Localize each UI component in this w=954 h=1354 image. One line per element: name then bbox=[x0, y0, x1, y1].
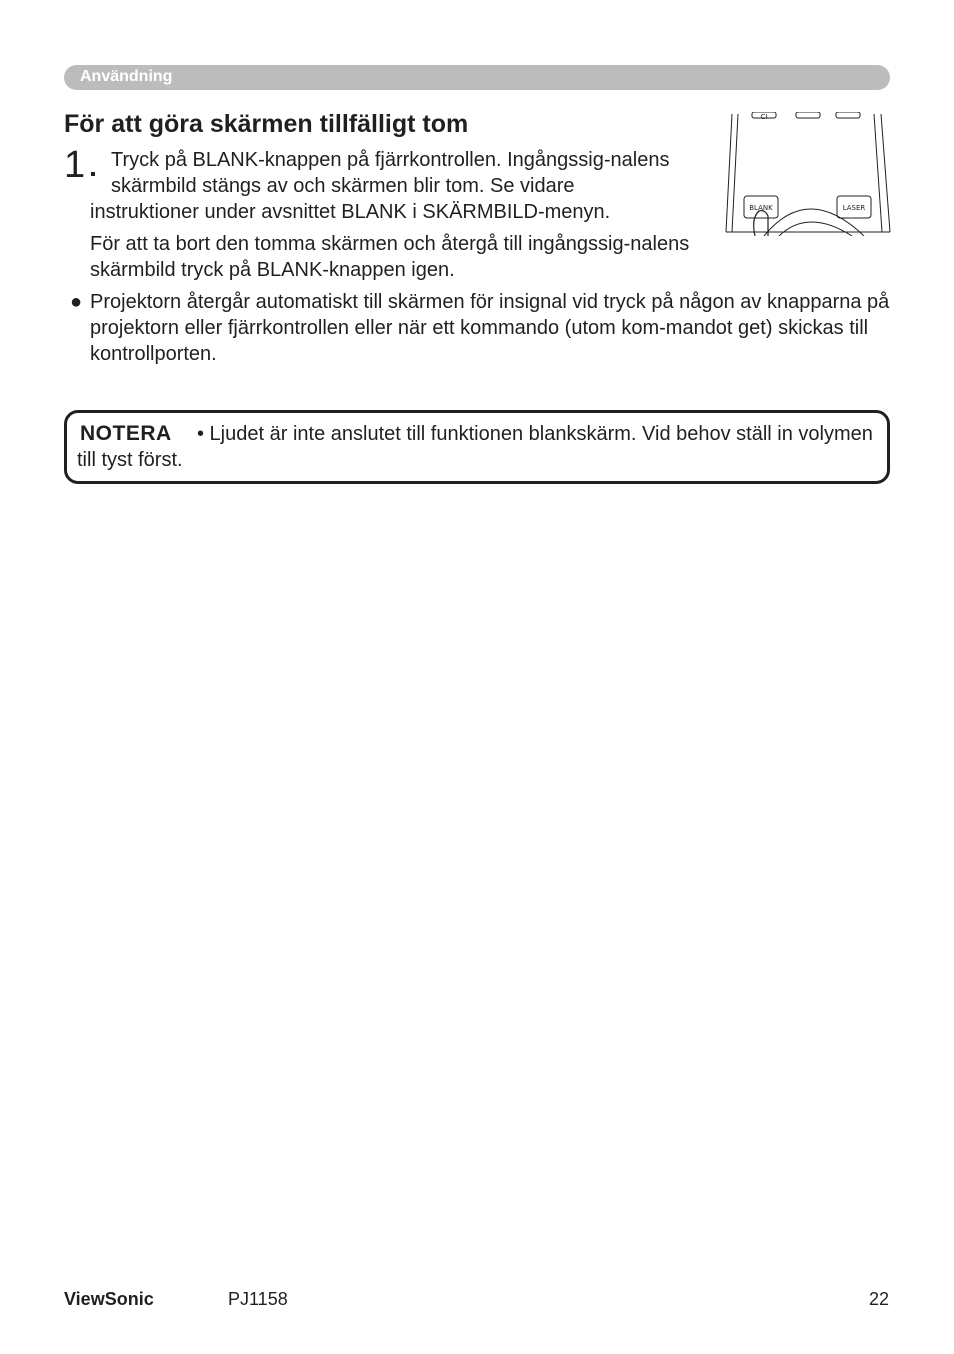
step-number: 1 bbox=[64, 144, 86, 186]
page-heading: För att göra skärmen tillfälligt tom bbox=[64, 110, 469, 138]
bullet-text: Projektorn återgår automatiskt till skärmen för insignal vid tryck på någon av knapparna på projektorn eller fjärrkontrollen eller när ett kommando (utom kom-mandot get) skickas till kontrollporten. bbox=[90, 291, 890, 365]
remote-top-button-label: CI bbox=[760, 113, 768, 121]
remote-laser-button-label: LASER bbox=[842, 204, 866, 212]
footer-model: PJ1158 bbox=[228, 1289, 288, 1309]
footer-page-number: 22 bbox=[868, 1289, 889, 1309]
note-label: NOTERA bbox=[80, 422, 172, 445]
step-text-line2: instruktioner under avsnittet BLANK i SKÄRMBILD-menyn. bbox=[90, 201, 611, 223]
step-text-line1: Tryck på BLANK-knappen på fjärrkontrollen. Ingångssig-nalens skärmbild stängs av och skärmen blir tom. Se vidare bbox=[111, 149, 670, 197]
section-header-bar bbox=[64, 65, 890, 90]
note-box bbox=[64, 410, 890, 484]
footer-brand: ViewSonic bbox=[64, 1289, 154, 1309]
note-text: • Ljudet är inte anslutet till funktionen blankskärm. Vid behov ställ in volymen till tyst först. bbox=[77, 423, 873, 471]
step-number-dot bbox=[91, 172, 95, 176]
section-label: Användning bbox=[80, 68, 173, 85]
step-text-paragraph2: För att ta bort den tomma skärmen och återgå till ingångssig-nalens skärmbild tryck på BLANK-knappen igen. bbox=[90, 233, 690, 281]
remote-control-illustration bbox=[724, 112, 892, 236]
remote-blank-button-label: BLANK bbox=[749, 204, 773, 212]
bullet-icon: ● bbox=[70, 291, 83, 313]
